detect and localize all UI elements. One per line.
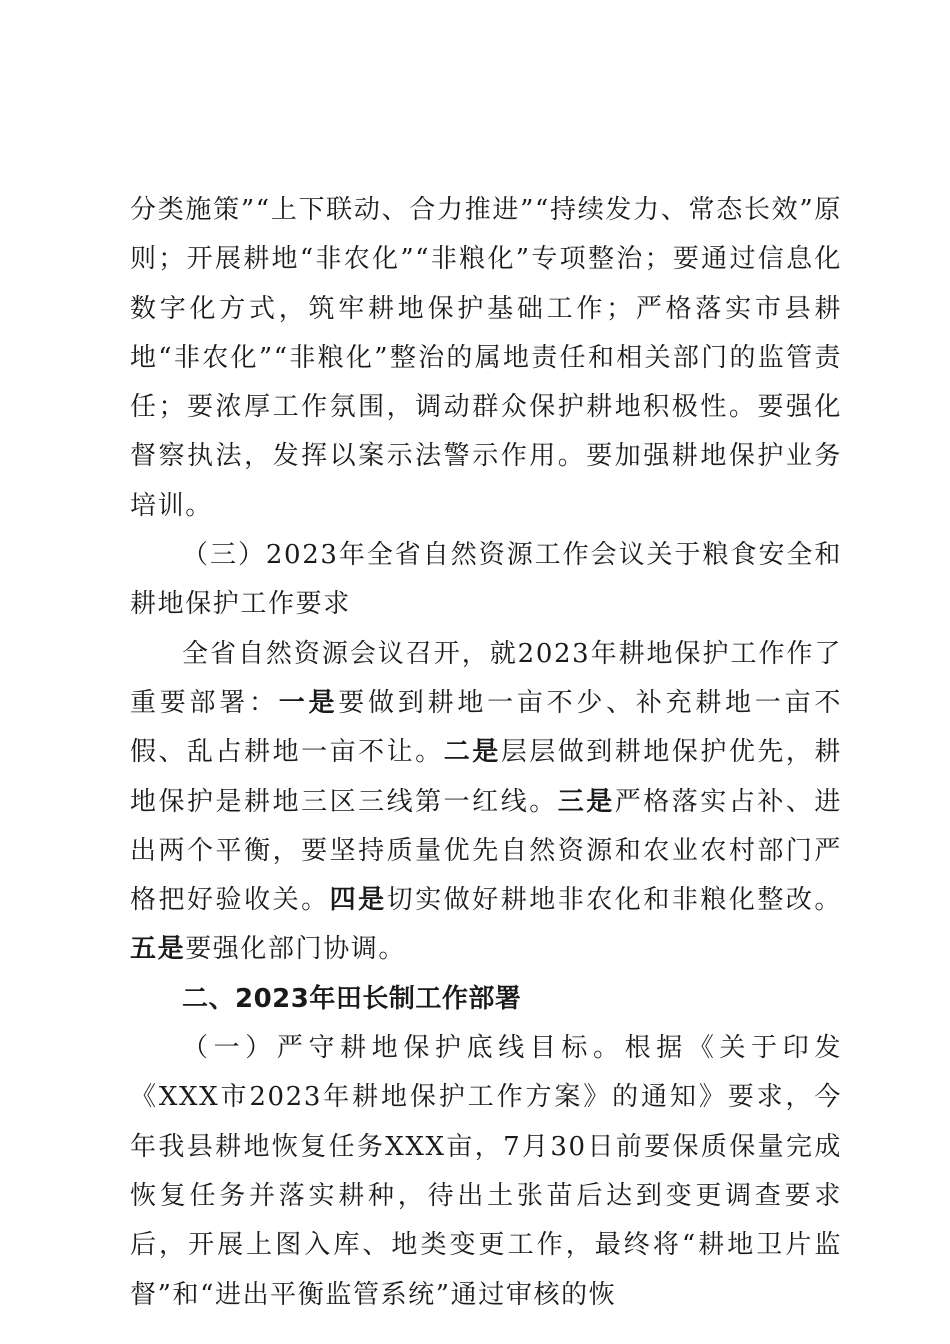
paragraph-continued: 分类施策”“上下联动、合力推进”“持续发力、常态长效”原则；开展耕地“非农化”“非粮化”专项整治；要通过信息化数字化方式，筑牢耕地保护基础工作；严格落实市县耕地“非农化”“非粮化”整治的属地责任和相关部门的监管责任；要浓厚工作氛围，调动群众保护耕地积极性。要强化督察执法，发挥以案示法警示作用。要加强耕地保护业务培训。 <box>130 195 842 521</box>
item-text-5: 要强化部门协调。 <box>185 934 407 965</box>
item-text-1: 要做到耕地一亩不少、补充耕地一亩不假、乱占耕地一亩不让。 <box>130 687 842 768</box>
item-text-4: 切实做好耕地非农化和非粮化整改。 <box>386 885 843 916</box>
item-label-5: 五是 <box>130 934 186 965</box>
item-label-1: 一是 <box>278 687 339 718</box>
item-label-2: 二是 <box>443 737 501 768</box>
section-subheading-3: （三）2023年全省自然资源工作会议关于粮食安全和耕地保护工作要求 <box>130 540 842 620</box>
document-body <box>130 186 842 1320</box>
item-text-2: 层层做到耕地保护优先，耕地保护是耕地三区三线第一红线。 <box>130 737 843 817</box>
paragraph-deployment <box>130 630 842 975</box>
item-label-4: 四是 <box>329 885 387 916</box>
item-text-3: 严格落实占补、进出两个平衡，要坚持质量优先自然资源和农业农村部门严格把好验收关。 <box>130 786 842 916</box>
section-heading-2: 二、2023年田长制工作部署 <box>182 983 522 1014</box>
paragraph-targets: （一）严守耕地保护底线目标。根据《关于印发《XXX市2023年耕地保护工作方案》的通知》要求，今年我县耕地恢复任务XXX亩，7月30日前要保质保量完成恢复任务并落实耕种，待出土张苗后达到变更调查要求后，开展上图入库、地类变更工作，最终将“耕地卫片监督”和“进出平衡监管系统”通过审核的恢 <box>130 1033 842 1310</box>
item-label-3: 三是 <box>557 786 615 817</box>
deployment-intro: 全省自然资源会议召开，就2023年耕地保护工作作了重要部署： <box>130 638 842 718</box>
